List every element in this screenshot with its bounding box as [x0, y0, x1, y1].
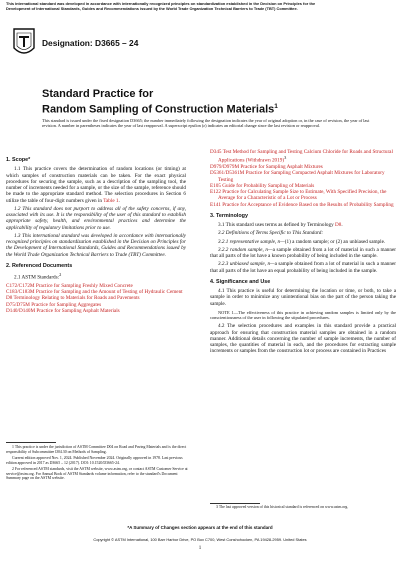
top-note	[6, 2, 394, 11]
paragraph: 1.2 This standard does not purport to address all of the safety concerns, if any, associated with its use. It is the responsibility of the user of this standard to establish appropriate safety, health, and environmental practices and determine the applicability of regulatory limitations prior to use.	[6, 205, 186, 231]
top-note-line: Development of International Standards, Guides and Recommendations issued by the World Trade Organization Technical Barriers to Trade (TBT) Committee.	[6, 5, 298, 11]
standard-link[interactable]: D140/D140M	[6, 307, 36, 314]
summary-notice: *A Summary of Changes section appears at the end of this standard	[127, 525, 273, 530]
footnote-marker: 1	[274, 102, 278, 110]
standard-link[interactable]: D8	[6, 295, 13, 302]
subsection-heading: 2.1 ASTM Standards:$^2$	[14, 272, 62, 281]
title-line: Random Sampling of Construction Materials$^1$	[42, 102, 278, 116]
footnote-divider	[6, 442, 56, 443]
standard-link[interactable]: C183/C183M	[6, 289, 35, 296]
paragraph: 3.2.2 random sample, n—a sample obtained from a lot of material in such a manner that all parts of the lot have a known probability of being included in the sample.	[210, 246, 397, 260]
paragraph: 4.2 The selection procedures and examples in this standard provide a practical approach for ensuring that construction material samples are obtained in a random manner. Additional details concerning the number of sample increments, the number of samples, the quantities of material in each, and the procedures for extracting sample increments or samples from the construction lot or process are contained in Practices	[210, 323, 396, 355]
standard-link[interactable]: D75/D75M	[6, 301, 30, 308]
issuance-notice: This standard is issued under the fixed designation D3665; the number immediately following the designation indicates the year of original adoption or, in the case of revision, the year of last revision. A number in parentheses indicates the year of last reapproval. A superscript epsilon (ε) indicates an editorial change since the last revision or reapproval.	[42, 118, 370, 128]
footnote: 1 This practice is under the jurisdiction of ASTM Committee D04 on Road and Paving Materials and is the direct responsibility of Subcommittee D04.30 on Methods of Sampling.	[6, 445, 187, 454]
list-item: C183/C183M Practice for Sampling and the Amount of Testing of Hydraulic Cement	[6, 289, 183, 296]
standard-link[interactable]: E105	[210, 182, 221, 189]
footnote: 2 For referenced ASTM standards, visit the ASTM website, www.astm.org, or contact ASTM Customer Service at service@astm.org. For Annual Book of ASTM Standards volume information, refer to the standard's Document Summary page on the ASTM website.	[6, 467, 188, 480]
footnote-divider	[210, 503, 260, 504]
standard-link[interactable]: D5361/D5361M	[210, 170, 245, 177]
page-number: 1	[198, 546, 202, 551]
top-note-line: This international standard was developed in accordance with internationally recognized principles on standardization established in the Decision on Principles for the	[6, 1, 316, 6]
list-item: D140/D140M Practice for Sampling Asphalt Materials	[6, 307, 120, 314]
standard-link[interactable]: E141	[210, 201, 221, 208]
list-item: D345 Test Method for Sampling and Testing Calcium Chloride for Roads and Structural Applications (Withdrawn 2019)$^3$	[210, 149, 393, 164]
designation: Designation: D3665 – 24	[42, 38, 139, 48]
standard-link[interactable]: C172/C172M	[6, 282, 35, 289]
reference-list	[6, 283, 186, 314]
list-item: C172/C172M Practice for Sampling Freshly Mixed Concrete	[6, 282, 133, 289]
list-item: D8 Terminology Relating to Materials for Roads and Pavements	[6, 295, 140, 302]
footnotes	[6, 445, 191, 483]
section-heading: 4. Significance and Use	[210, 278, 271, 285]
note: NOTE 1—The effectiveness of this practice in achieving random samples is limited only by the conscientiousness of the user in following the stipulated procedures.	[210, 309, 396, 321]
document-title	[42, 88, 278, 116]
paragraph: 4.1 This practice is useful for determining the location or time, or both, to take a sample in order to minimize any unintentional bias on the part of the person taking the sample.	[210, 288, 396, 307]
standard-link[interactable]: D8	[335, 222, 342, 229]
copyright: Copyright © ASTM International, 100 Barr Harbor Drive, PO Box C700, West Conshohocken, PA 19428-2959. United States	[93, 537, 307, 542]
list-item: E105 Guide for Probability Sampling of Materials	[210, 182, 315, 189]
footnote: Current edition approved Nov. 1, 2024. Published November 2024. Originally approved in 1978. Last previous edition approved in 2017 as D3665 – 12 (2017). DOI: 10.1520/D3665-24.	[6, 456, 183, 465]
section-heading: 1. Scope*	[6, 157, 31, 163]
list-item: E141 Practice for Acceptance of Evidence Based on the Results of Probability Sampling	[210, 201, 394, 208]
list-item: D5361/D5361M Practice for Sampling Compacted Asphalt Mixtures for Laboratory Testing	[210, 170, 385, 183]
paragraph: 3.2 Definitions of Terms Specific to This Standard:	[218, 230, 324, 237]
list-item: E122 Practice for Calculating Sample Size to Estimate, With Specified Precision, the Average for a Characteristic of a Lot or Process	[210, 189, 387, 202]
list-item: D979/D979M Practice for Sampling Asphalt Mixtures	[210, 164, 323, 171]
list-item: D75/D75M Practice for Sampling Aggregates	[6, 301, 102, 308]
reference-list	[210, 149, 396, 208]
paragraph: 3.2.3 unbiased sample, n—a sample obtained from a lot of material in such a manner that all parts of the lot have an equal probability of being included in the sample.	[210, 261, 397, 274]
standard-link[interactable]: D979/D979M	[210, 164, 240, 171]
title-line: Standard Practice for	[42, 88, 154, 100]
footnote: 3 The last approved version of this historical standard is referenced on www.astm.org.	[216, 505, 349, 509]
paragraph: 1.1 This practice covers the determination of random locations (or timing) at which samples of construction materials can be taken. For the exact physical procedures for securing the sample, such as a description of the sampling tool, the number of increments needed for a sample, or the size of the sample, reference should be made to the appropriate standard method. The selection procedures in Section 6 utilize the table of four-digit numbers given in Table 1.	[6, 166, 186, 204]
right-column	[210, 149, 396, 357]
standard-link[interactable]: E122	[210, 189, 221, 196]
paragraph: 3.2.1 representative sample, n—(1) a random sample; or (2) an unbiased sample.	[218, 238, 386, 245]
left-column	[6, 152, 186, 314]
section-heading: 2. Referenced Documents	[6, 262, 73, 269]
table-link[interactable]: Table 1	[103, 197, 119, 204]
astm-logo-icon	[13, 28, 35, 58]
section-heading: 3. Terminology	[210, 212, 248, 219]
paragraph: 3.1 This standard uses terms as defined by Terminology D8.	[218, 222, 343, 229]
paragraph: 1.3 This international standard was developed in accordance with internationally recognized principles on standardization established in the Decision on Principles for the Development of International Standards, Guides and Recommendations issued by the World Trade Organization Technical Barriers to Trade (TBT) Committee.	[6, 232, 186, 258]
standard-link[interactable]: D345	[210, 149, 222, 155]
